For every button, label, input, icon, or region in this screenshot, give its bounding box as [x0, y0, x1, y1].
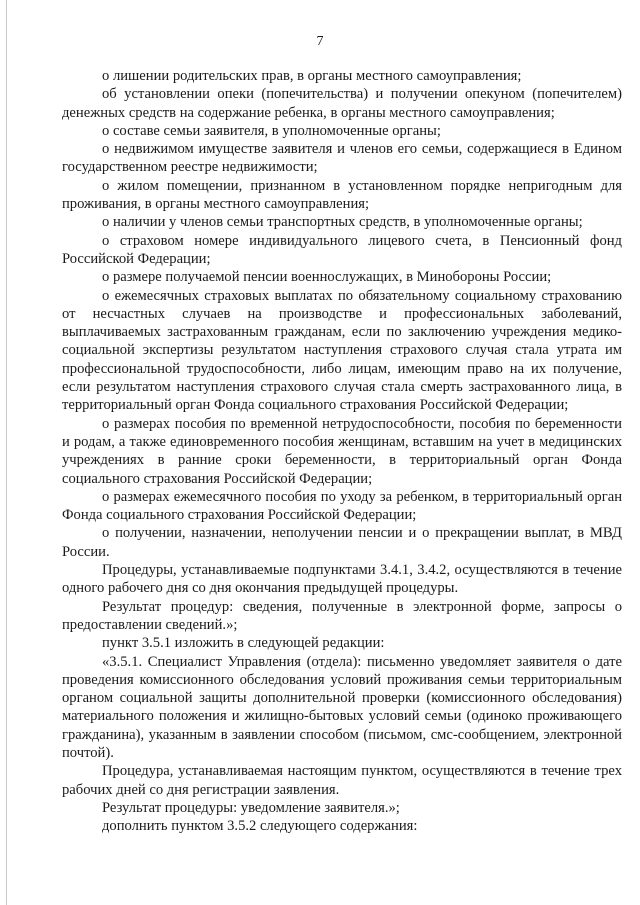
page-number: 7	[316, 34, 324, 49]
paragraph: Результат процедуры: уведомление заявителя.»;	[102, 799, 400, 816]
paragraph: дополнить пунктом 3.5.2 следующего содержания:	[102, 818, 418, 835]
paragraph: Результат процедур: сведения, полученные в электронной форме, запросы о предоставлении сведений.»;	[62, 598, 622, 633]
paragraph: о размерах ежемесячного пособия по уходу за ребенком, в территориальный орган Фонда социального страхования Российской Федерации;	[62, 488, 622, 524]
paragraph: о страховом номере индивидуального лицевого счета, в Пенсионный фонд Российской Федерации;	[62, 232, 622, 267]
paragraph: о составе семьи заявителя, в уполномоченные органы;	[102, 122, 441, 139]
page-edge-line	[6, 0, 7, 905]
paragraph: «3.5.1. Специалист Управления (отдела): письменно уведомляет заявителя о дате проведения комиссионного обследования условий проживания семьи территориальным органом социальной защиты дополнительной проверки (комиссионного обследования) материального положения и жилищно-бытовых условий семьи (одиноко проживающего гражданина), указанным в заявлении способом (письмом, смс-сообщением, электронной почтой).	[62, 653, 622, 761]
paragraph: о недвижимом имуществе заявителя и членов его семьи, содержащиеся в Едином государственном реестре недвижимости;	[62, 141, 622, 176]
paragraph: о лишении родительских прав, в органы местного самоуправления;	[102, 68, 522, 84]
paragraph: Процедуры, устанавливаемые подпунктами 3.4.1, 3.4.2, осуществляются в течение одного рабочего дня со дня окончания предыдущей процедуры.	[62, 562, 622, 597]
paragraph: о получении, назначении, неполучении пенсии и о прекращении выплат, в МВД России.	[62, 525, 622, 560]
paragraph: о наличии у членов семьи транспортных средств, в уполномоченные органы;	[102, 214, 583, 231]
document-body	[62, 67, 622, 835]
paragraph: пункт 3.5.1 изложить в следующей редакции:	[102, 635, 385, 652]
paragraph: о размерах пособия по временной нетрудоспособности, пособия по беременности и родам, а также единовременного пособия женщинам, вставшим на учет в медицинских учреждениях в ранние сроки беременности, в территориальный орган Фонда социального страхования Российской Федерации;	[62, 415, 622, 487]
paragraph: о жилом помещении, признанном в установленном порядке непригодным для проживания, в органы местного самоуправления;	[62, 177, 622, 213]
paragraph: об установлении опеки (попечительства) и получении опекуном (попечителем) денежных средств на содержание ребенка, в органы местного самоуправления;	[62, 86, 622, 121]
paragraph: о размере получаемой пенсии военнослужащих, в Минобороны России;	[102, 269, 552, 286]
paragraph: Процедура, устанавливаемая настоящим пунктом, осуществляются в течение трех рабочих дней со дня регистрации заявления.	[62, 763, 622, 798]
paragraph: о ежемесячных страховых выплатах по обязательному социальному страхованию от несчастных случаев на производстве и профессиональных заболеваний, выплачиваемых застрахованным гражданам, если по заключению учреждения медико-социальной экспертизы результатом наступления страхового случая стала утрата им профессиональной трудоспособности, либо лицам, имеющим право на их получение, если результатом наступления страхового случая стала смерть застрахованного лица, в территориальный орган Фонда социального страхования Российской Федерации;	[62, 287, 622, 414]
